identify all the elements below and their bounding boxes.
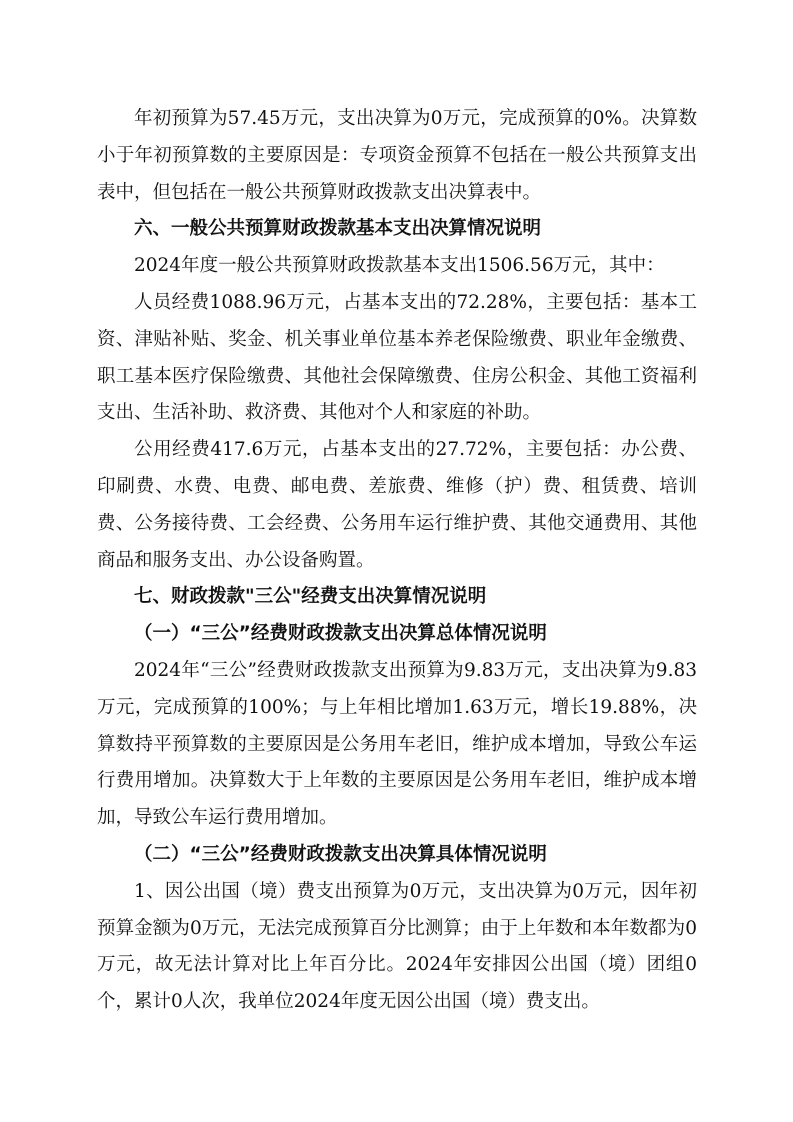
section-7-1-body: 2024年“三公”经费财政拨款支出预算为9.83万元，支出决算为9.83万元，完成预算的100%；与上年相比增加1.63万元，增长19.88%，决算数持平预算数的主要原因是公务用车老旧，维护成本增加，导致公车运行费用增加。决算数大于上年数的主要原因是公务用车老旧，维护成本增加，导致公车运行费用增加。 <box>97 659 697 829</box>
paragraph-budget-intro: 年初预算为57.45万元，支出决算为0万元，完成预算的0%。决算数小于年初预算数的主要原因是：专项资金预算不包括在一般公共预算支出表中，但包括在一般公共预算财政拨款支出决算表中。 <box>97 108 697 203</box>
section-6-intro: 2024年度一般公共预算财政拨款基本支出1506.56万元，其中： <box>134 255 665 277</box>
section-6-personnel-expenses: 人员经费1088.96万元，占基本支出的72.28%，主要包括：基本工资、津贴补贴、奖金、机关事业单位基本养老保险缴费、职业年金缴费、职工基本医疗保险缴费、其他社会保障缴费、住房公积金、其他工资福利支出、生活补助、救济费、其他对个人和家庭的补助。 <box>97 291 697 424</box>
section-7-heading: 七、财政拨款"三公"经费支出决算情况说明 <box>134 586 487 608</box>
section-7-1-heading: （一）“三公”经费财政拨款支出决算总体情况说明 <box>134 623 547 645</box>
document-body <box>97 101 697 1021</box>
section-7-2-heading: （二）“三公”经费财政拨款支出决算具体情况说明 <box>134 843 547 865</box>
section-6-heading: 六、一般公共预算财政拨款基本支出决算情况说明 <box>134 218 542 240</box>
section-7-2-body: 1、因公出国（境）费支出预算为0万元，支出决算为0万元，因年初预算金额为0万元，无法完成预算百分比测算；由于上年数和本年数都为0万元，故无法计算对比上年百分比。2024年安排因公出国（境）团组0个，累计0人次，我单位2024年度无因公出国（境）费支出。 <box>97 880 697 1013</box>
section-6-public-expenses: 公用经费417.6万元，占基本支出的27.72%，主要包括：办公费、印刷费、水费、电费、邮电费、差旅费、维修（护）费、租赁费、培训费、公务接待费、工会经费、公务用车运行维护费、其他交通费用、其他商品和服务支出、办公设备购置。 <box>97 439 697 571</box>
